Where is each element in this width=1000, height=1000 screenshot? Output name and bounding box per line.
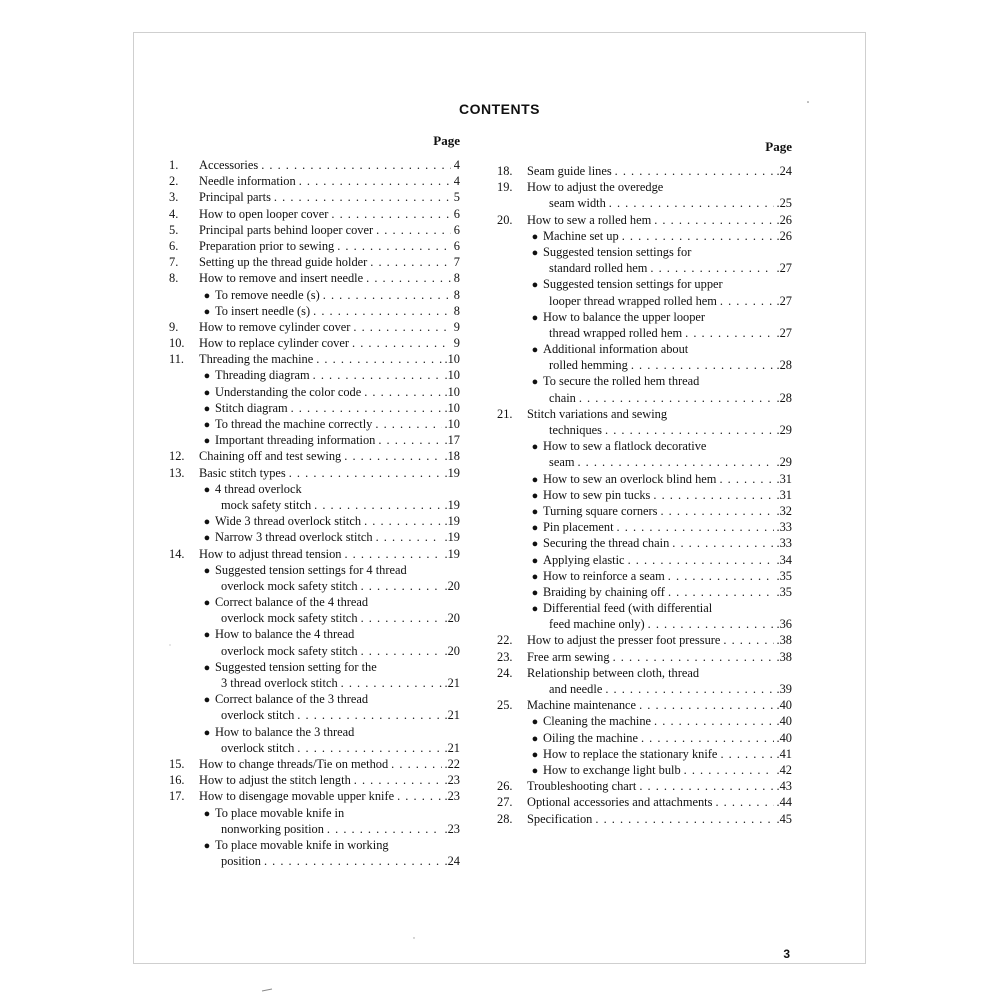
entry-page: .10 <box>444 400 460 415</box>
entry-page: 4 <box>453 174 460 189</box>
bullet-icon: ● <box>531 522 539 535</box>
entry-title: Turning square corners <box>543 503 658 518</box>
entry-page: .33 <box>776 520 792 535</box>
entry-title: 4 thread overlock <box>215 481 302 496</box>
entry-page: 7 <box>453 255 460 270</box>
entry-title: Setting up the thread guide holder <box>199 255 368 270</box>
entry-title: overlock stitch <box>221 740 295 755</box>
entry-title: How to change threads/Tie on method <box>199 756 389 771</box>
entry-title: Stitch diagram <box>215 400 288 415</box>
entry-page: .20 <box>444 643 460 658</box>
entry-page: .21 <box>444 676 460 690</box>
bullet-icon: ● <box>531 279 539 292</box>
entry-title: Braiding by chaining off <box>543 584 665 599</box>
entry-number: 1. <box>169 158 179 172</box>
entry-page: .20 <box>444 611 460 626</box>
entry-page: .29 <box>776 455 792 470</box>
entry-title: How to adjust the stitch length <box>199 773 351 788</box>
entry-page: .19 <box>444 546 460 561</box>
entry-page: .29 <box>776 423 792 437</box>
bullet-icon: ● <box>531 246 539 259</box>
entry-title: To place movable knife in <box>215 805 345 820</box>
entry-page: .42 <box>776 762 792 777</box>
bullet-icon: ● <box>203 694 211 707</box>
entry-title: How to exchange light bulb <box>543 762 681 777</box>
entry-title: seam <box>549 455 575 470</box>
bullet-icon: ● <box>531 603 539 616</box>
entry-number: 18. <box>497 164 513 178</box>
page-title: CONTENTS <box>459 101 540 117</box>
entry-title: Threading diagram <box>215 368 310 383</box>
bullet-icon: ● <box>203 661 211 674</box>
entry-title: Needle information <box>199 174 296 189</box>
entry-page: .19 <box>444 514 460 529</box>
entry-title: Suggested tension settings for <box>543 244 692 259</box>
entry-title: Correct balance of the 4 thread <box>215 595 369 610</box>
entry-page: .19 <box>444 497 460 512</box>
entry-title: Free arm sewing <box>527 649 610 664</box>
entry-title: How to adjust the presser foot pressure <box>527 633 721 648</box>
entry-number: 25. <box>497 698 513 713</box>
entry-title: How to open looper cover <box>199 206 329 221</box>
page-column-header: Page <box>433 133 460 148</box>
entry-title: position <box>221 854 261 869</box>
entry-page: 6 <box>453 222 460 237</box>
entry-page: .38 <box>776 633 792 648</box>
entry-title: Correct balance of the 3 thread <box>215 692 369 707</box>
entry-page: .35 <box>776 584 792 599</box>
bullet-icon: ● <box>203 435 211 448</box>
entry-page: .45 <box>776 811 792 826</box>
entry-number: 3. <box>169 190 179 205</box>
entry-number: 8. <box>169 271 179 286</box>
entry-page: .23 <box>444 821 460 836</box>
entry-title: Differential feed (with differential <box>543 601 713 616</box>
entry-number: 23. <box>497 649 513 664</box>
entry-number: 5. <box>169 222 179 237</box>
entry-page: 8 <box>453 303 460 318</box>
entry-page: .27 <box>776 325 792 340</box>
entry-page: .27 <box>776 261 792 276</box>
entry-title: feed machine only) <box>549 617 645 632</box>
entry-number: 16. <box>169 773 185 788</box>
entry-title: overlock mock safety stitch <box>221 611 358 626</box>
entry-page: .32 <box>776 503 792 518</box>
entry-page: .33 <box>776 536 792 551</box>
entry-title: Specification <box>527 811 593 826</box>
entry-title: standard rolled hem <box>549 261 648 276</box>
entry-title: How to sew a rolled hem <box>527 212 652 227</box>
entry-page: .44 <box>776 795 792 810</box>
entry-title: and needle <box>549 682 603 696</box>
bullet-icon: ● <box>531 311 539 324</box>
entry-title: Narrow 3 thread overlock stitch <box>215 530 373 545</box>
entry-number: 19. <box>497 180 513 195</box>
entry-title: To place movable knife in working <box>215 837 389 852</box>
bullet-icon: ● <box>203 289 211 302</box>
entry-title: Cleaning the machine <box>543 714 652 729</box>
entry-title: seam width <box>549 196 606 211</box>
entry-page: .28 <box>776 390 792 405</box>
entry-page: .18 <box>444 449 460 464</box>
entry-page: .19 <box>444 530 460 545</box>
page-column-header: Page <box>765 139 792 154</box>
entry-title: Suggested tension settings for upper <box>543 277 723 292</box>
entry-page: 8 <box>453 287 460 302</box>
bullet-icon: ● <box>531 748 539 761</box>
entry-title: How to adjust thread tension <box>199 546 342 561</box>
bullet-icon: ● <box>531 230 539 243</box>
entry-page: .10 <box>444 417 460 431</box>
entry-page: .24 <box>444 854 460 869</box>
entry-page: .19 <box>444 465 460 480</box>
bullet-icon: ● <box>203 370 211 383</box>
entry-page: .41 <box>776 746 792 761</box>
entry-title: Important threading information <box>215 433 376 448</box>
bullet-icon: ● <box>203 629 211 642</box>
entry-number: 26. <box>497 779 513 794</box>
entry-title: Understanding the color code <box>215 384 362 399</box>
entry-page: .26 <box>776 212 792 227</box>
entry-title: Relationship between cloth, thread <box>527 665 700 680</box>
entry-title: How to sew a flatlock decorative <box>543 439 707 454</box>
entry-title: chain <box>549 390 576 405</box>
entry-title: Basic stitch types <box>199 465 286 480</box>
entry-page: .27 <box>776 293 792 308</box>
entry-title: To remove needle (s) <box>215 287 320 302</box>
page-number: 3 <box>783 947 790 961</box>
entry-page: .22 <box>444 756 460 771</box>
entry-title: How to remove cylinder cover <box>199 319 351 334</box>
entry-title: mock safety stitch <box>221 497 312 512</box>
entry-number: 4. <box>169 206 179 221</box>
entry-number: 2. <box>169 174 179 189</box>
entry-title: How to replace the stationary knife <box>543 746 718 761</box>
entry-title: How to balance the 4 thread <box>215 627 355 642</box>
entry-title: Suggested tension setting for the <box>215 659 377 674</box>
entry-page: 8 <box>453 271 460 286</box>
bullet-icon: ● <box>203 419 211 431</box>
entry-page: .26 <box>776 228 792 243</box>
entry-page: .10 <box>444 384 460 399</box>
entry-number: 28. <box>497 811 513 826</box>
entry-title: Threading the machine <box>199 352 314 367</box>
entry-number: 11. <box>169 352 185 367</box>
bullet-icon: ● <box>531 764 539 777</box>
bullet-icon: ● <box>203 807 211 820</box>
entry-page: 5 <box>453 190 460 205</box>
entry-page: .31 <box>776 487 792 502</box>
entry-title: Principal parts <box>199 190 271 205</box>
bullet-icon: ● <box>203 597 211 610</box>
entry-page: .40 <box>776 698 792 713</box>
entry-title: Stitch variations and sewing <box>527 406 668 421</box>
entry-title: Optional accessories and attachments <box>527 795 713 810</box>
entry-title: rolled hemming <box>549 358 628 373</box>
entry-title: To insert needle (s) <box>215 303 311 318</box>
entry-title: Chaining off and test sewing <box>199 449 342 464</box>
entry-number: 15. <box>169 756 185 771</box>
entry-page: .21 <box>444 708 460 723</box>
bullet-icon: ● <box>531 441 539 454</box>
bullet-icon: ● <box>531 473 539 486</box>
entry-page: .20 <box>444 578 460 593</box>
bullet-icon: ● <box>203 516 211 529</box>
entry-title: Preparation prior to sewing <box>199 238 335 253</box>
entry-title: To thread the machine correctly <box>215 417 373 431</box>
entry-title: overlock mock safety stitch <box>221 643 358 658</box>
bullet-icon: ● <box>531 376 539 389</box>
entry-page: .39 <box>776 682 792 696</box>
bullet-icon: ● <box>531 505 539 518</box>
entry-number: 13. <box>169 465 185 480</box>
entry-title: To secure the rolled hem thread <box>543 374 700 389</box>
bullet-icon: ● <box>203 564 211 577</box>
entry-title: nonworking position <box>221 821 324 836</box>
entry-number: 20. <box>497 212 513 227</box>
entry-title: Securing the thread chain <box>543 536 670 551</box>
bullet-icon: ● <box>203 305 211 318</box>
entry-page: .10 <box>444 368 460 383</box>
entry-title: Principal parts behind looper cover <box>199 222 374 237</box>
entry-title: Additional information about <box>543 342 689 357</box>
entry-title: How to sew an overlock blind hem <box>543 471 717 486</box>
entry-title: Seam guide lines <box>527 164 612 178</box>
bullet-icon: ● <box>531 344 539 357</box>
entry-page: 6 <box>453 206 460 221</box>
bullet-icon: ● <box>531 538 539 551</box>
entry-page: .23 <box>444 789 460 804</box>
entry-page: .17 <box>444 433 460 448</box>
entry-page: .43 <box>776 779 792 794</box>
entry-page: .24 <box>776 164 792 178</box>
entry-page: .21 <box>444 740 460 755</box>
entry-page: .23 <box>444 773 460 788</box>
entry-page: .40 <box>776 730 792 745</box>
entry-page: 9 <box>453 319 460 334</box>
bullet-icon: ● <box>203 839 211 852</box>
entry-title: Wide 3 thread overlock stitch <box>215 514 362 529</box>
entry-title: 3 thread overlock stitch <box>221 676 338 690</box>
entry-title: Applying elastic <box>543 552 625 567</box>
entry-title: Machine maintenance <box>527 698 637 713</box>
bullet-icon: ● <box>531 489 539 502</box>
entry-page: .25 <box>776 196 792 211</box>
bullet-icon: ● <box>203 483 211 496</box>
entry-page: .40 <box>776 714 792 729</box>
entry-page: 4 <box>453 158 460 172</box>
entry-number: 27. <box>497 795 513 810</box>
bullet-icon: ● <box>203 726 211 739</box>
entry-title: How to replace cylinder cover <box>199 336 349 351</box>
entry-title: Suggested tension settings for 4 thread <box>215 562 407 577</box>
bullet-icon: ● <box>531 586 539 599</box>
entry-page: .35 <box>776 568 792 583</box>
bullet-icon: ● <box>531 716 539 729</box>
entry-number: 9. <box>169 319 179 334</box>
entry-page: .38 <box>776 649 792 664</box>
bullet-icon: ● <box>203 402 211 415</box>
entry-page: .36 <box>776 617 792 632</box>
entry-number: 17. <box>169 789 185 804</box>
entry-title: How to balance the 3 thread <box>215 724 355 739</box>
entry-number: 12. <box>169 449 185 464</box>
entry-title: Pin placement <box>543 520 614 535</box>
bullet-icon: ● <box>531 570 539 583</box>
entry-title: thread wrapped rolled hem <box>549 325 683 340</box>
entry-number: 7. <box>169 255 179 270</box>
bullet-icon: ● <box>203 386 211 399</box>
entry-page: .31 <box>776 471 792 486</box>
entry-title: How to reinforce a seam <box>543 568 665 583</box>
entry-page: 6 <box>453 238 460 253</box>
entry-title: overlock mock safety stitch <box>221 578 358 593</box>
entry-title: How to balance the upper looper <box>543 309 706 324</box>
bullet-icon: ● <box>531 554 539 567</box>
entry-title: How to disengage movable upper knife <box>199 789 395 804</box>
entry-number: 6. <box>169 238 179 253</box>
entry-title: How to remove and insert needle <box>199 271 364 286</box>
entry-page: .10 <box>444 352 460 367</box>
entry-title: looper thread wrapped rolled hem <box>549 293 717 308</box>
entry-number: 14. <box>169 546 185 561</box>
bullet-icon: ● <box>531 732 539 745</box>
entry-title: overlock stitch <box>221 708 295 723</box>
entry-title: Troubleshooting chart <box>527 779 637 794</box>
entry-number: 21. <box>497 406 513 421</box>
entry-page: .34 <box>776 552 792 567</box>
entry-page: .28 <box>776 358 792 373</box>
bullet-icon: ● <box>203 532 211 545</box>
entry-title: How to sew pin tucks <box>543 487 651 502</box>
entry-page: 9 <box>453 336 460 351</box>
entry-title: Oiling the machine <box>543 730 638 745</box>
entry-number: 24. <box>497 665 513 680</box>
entry-title: Machine set up <box>543 228 619 243</box>
entry-title: techniques <box>549 423 602 437</box>
entry-number: 10. <box>169 336 185 351</box>
entry-number: 22. <box>497 633 513 648</box>
entry-title: Accessories <box>199 158 259 172</box>
entry-title: How to adjust the overedge <box>527 180 664 195</box>
